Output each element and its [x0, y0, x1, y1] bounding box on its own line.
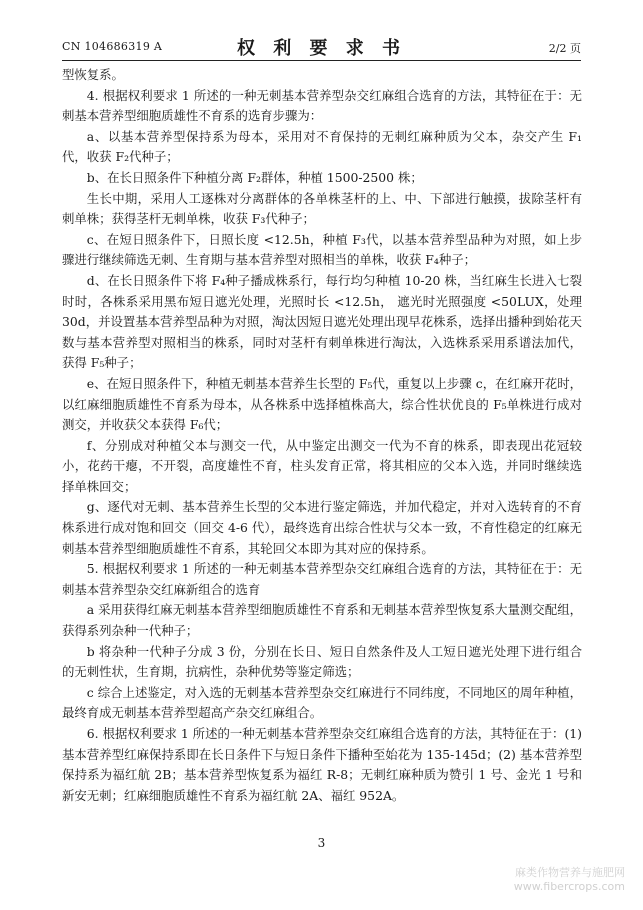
page-header: [62, 34, 581, 58]
document-title: 权 利 要 求 书: [236, 38, 407, 59]
claim-paragraph: 5. 根据权利要求 1 所述的一种无刺基本营养型杂交红麻组合选育的方法，其特征在于：无刺基本营养型杂交红麻新组合的选育: [62, 561, 582, 597]
claim-paragraph: b 将杂种一代种子分成 3 份，分别在长日、短日自然条件及人工短日遮光处理下进行组合的无刺性状，生育期，抗病性，杂种优势等鉴定筛选；: [62, 643, 582, 680]
header-rule: [62, 60, 581, 61]
claim-paragraph: a 采用获得红麻无刺基本营养型细胞质雄性不育系和无刺基本营养型恢复系大量测交配组，获得系列杂种一代种子；: [62, 602, 582, 639]
claim-paragraph: c 综合上述鉴定，对入选的无刺基本营养型杂交红麻进行不同纬度，不同地区的周年种植，最终育成无刺基本营养型超高产杂交红麻组合。: [62, 684, 582, 721]
claim-paragraph: a、以基本营养型保持系为母本，采用对不育保持的无刺红麻种质为父本，杂交产生 F₁代，收获 F₂代种子；: [62, 128, 582, 165]
page-number: 3: [317, 836, 326, 850]
watermark: [514, 866, 625, 894]
claims-body: [62, 65, 582, 806]
claim-paragraph: c、在短日照条件下，日照长度 <12.5h，种植 F₃代，以基本营养型品种为对照，如上步骤进行继续筛选无刺、生育期与基本营养型对照相当的单株，收获 F₄种子；: [62, 231, 582, 268]
claim-paragraph: 6. 根据权利要求 1 所述的一种无刺基本营养型杂交红麻组合选育的方法，其特征在于：(1) 基本营养型红麻保持系即在长日条件下与短日条件下播种至始花为 135-145d；(2) 基本营养型保持系为福红航 2B；基本营养型恢复系为福红 R-8；无刺红麻种质为赞引 1 号、金光 1 号和新安无刺；红麻细胞质雄性不育系为福红航 2A、福红 952A。: [62, 726, 582, 803]
claim-paragraph: 4. 根据权利要求 1 所述的一种无刺基本营养型杂交红麻组合选育的方法，其特征在于：无刺基本营养型细胞质雄性不育系的选育步骤为：: [62, 87, 582, 124]
watermark-url: www.fibercrops.com: [513, 880, 625, 893]
claim-paragraph: f、分别成对种植父本与测交一代，从中鉴定出测交一代为不育的株系，即表现出花冠较小，花药干瘪，不开裂，高度雄性不育，柱头发育正常，将其相应的父本入选，并同时继续选择单株回交；: [62, 437, 582, 494]
claim-paragraph: g、逐代对无刺、基本营养生长型的父本进行鉴定筛选，并加代稳定，并对入选转育的不育株系进行成对饱和回交（回交 4-6 代），最终选育出综合性状与父本一致，不育性稳定的红麻无刺基本营养型细胞质雄性不育系，其轮回父本即为其对应的保持系。: [62, 499, 582, 556]
claim-paragraph: 型恢复系。: [62, 67, 124, 82]
page-reference: 2/2 页: [548, 42, 581, 55]
watermark-site-name: 麻类作物营养与施肥网: [515, 866, 625, 879]
claim-paragraph: d、在长日照条件下将 F₄种子播成株系行，每行均匀种植 10-20 株，当红麻生长进入七裂时时，各株系采用黑布短日遮光处理，光照时长 <12.5h， 遮光时光照强度 <50LUX，处理 30d，并设置基本营养型品种为对照，淘汰因短日遮光处理出现早花株系，选择出播种到始花天数与基本营养型对照相当的株系，同时对茎杆有刺单株进行淘汰，入选株系采用系谱法加代，获得 F₅种子；: [62, 272, 582, 371]
claim-paragraph: 生长中期，采用人工逐株对分离群体的各单株茎杆的上、中、下部进行触摸，拔除茎杆有刺单株；获得茎杆无刺单株，收获 F₃代种子；: [62, 190, 582, 227]
publication-number: CN 104686319 A: [62, 40, 163, 53]
claim-paragraph: e、在短日照条件下，种植无刺基本营养生长型的 F₅代，重复以上步骤 c，在红麻开花时，以红麻细胞质雄性不育系为母本，从各株系中选择植株高大，综合性状优良的 F₅单株进行成对测交，并收获父本获得 F₆代；: [62, 375, 582, 433]
claim-paragraph: b、在长日照条件下种植分离 F₂群体，种植 1500-2500 株；: [86, 169, 423, 185]
